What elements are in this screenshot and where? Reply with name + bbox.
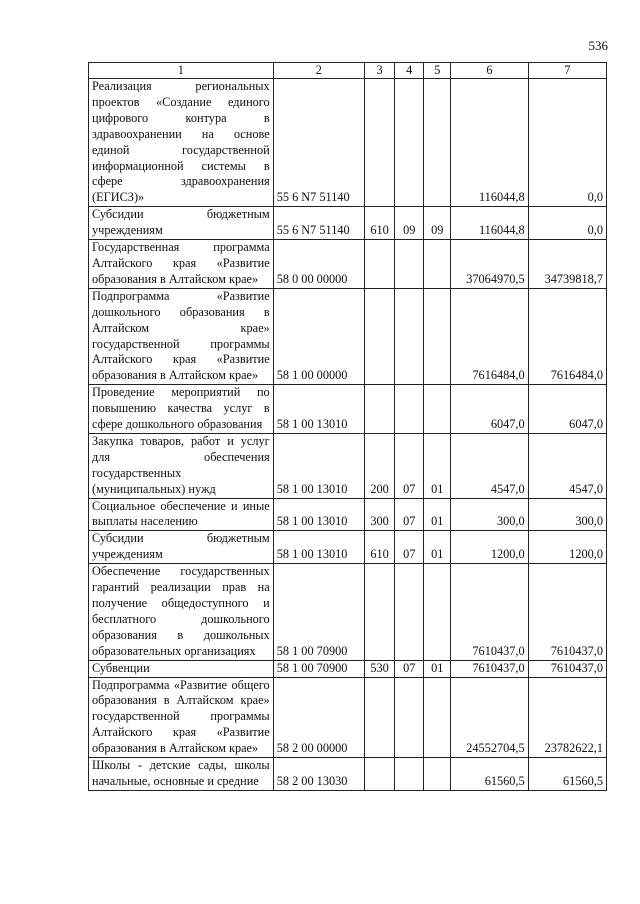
row-code: 58 2 00 13030	[273, 758, 364, 791]
row-rz	[395, 288, 424, 384]
row-pr	[424, 385, 451, 434]
row-sum-2019: 1200,0	[451, 531, 528, 564]
row-name: Субвенции	[89, 660, 274, 677]
row-vr	[365, 564, 395, 660]
row-sum-2020: 7616484,0	[528, 288, 606, 384]
row-rz: 07	[395, 433, 424, 498]
row-code: 58 2 00 00000	[273, 677, 364, 758]
column-header-1: 1	[89, 63, 274, 79]
column-header-4: 4	[395, 63, 424, 79]
row-pr: 09	[424, 207, 451, 240]
row-vr	[365, 240, 395, 289]
row-name: Подпрограмма «Развитие дошкольного образования в Алтайском крае» государственной программы Алтайского края «Развитие образования в Алтайском крае»	[89, 288, 274, 384]
table-row	[89, 207, 607, 240]
row-name: Школы - детские сады, школы начальные, основные и средние	[89, 758, 274, 791]
row-vr	[365, 79, 395, 207]
row-rz: 09	[395, 207, 424, 240]
row-code: 55 6 N7 51140	[273, 79, 364, 207]
row-name: Обеспечение государственных гарантий реализации прав на получение общедоступного и бесплатного дошкольного образования в дошкольных образовательных организациях	[89, 564, 274, 660]
row-sum-2019: 116044,8	[451, 79, 528, 207]
row-pr	[424, 288, 451, 384]
row-vr: 530	[365, 660, 395, 677]
row-pr	[424, 677, 451, 758]
row-rz	[395, 758, 424, 791]
row-sum-2020: 4547,0	[528, 433, 606, 498]
table-row	[89, 433, 607, 498]
row-vr: 610	[365, 207, 395, 240]
row-sum-2019: 7616484,0	[451, 288, 528, 384]
row-rz: 07	[395, 531, 424, 564]
row-vr	[365, 385, 395, 434]
budget-table	[88, 62, 607, 791]
page-number: 536	[588, 38, 608, 53]
row-name: Субсидии бюджетным учреждениям	[89, 531, 274, 564]
row-sum-2020: 300,0	[528, 498, 606, 531]
column-header-5: 5	[424, 63, 451, 79]
row-sum-2019: 37064970,5	[451, 240, 528, 289]
row-rz	[395, 240, 424, 289]
column-header-2: 2	[273, 63, 364, 79]
row-sum-2020: 1200,0	[528, 531, 606, 564]
row-vr	[365, 677, 395, 758]
row-code: 58 0 00 00000	[273, 240, 364, 289]
row-vr: 200	[365, 433, 395, 498]
row-vr	[365, 758, 395, 791]
column-header-6: 6	[451, 63, 528, 79]
row-sum-2020: 7610437,0	[528, 660, 606, 677]
table-row	[89, 79, 607, 207]
row-sum-2019: 24552704,5	[451, 677, 528, 758]
row-rz	[395, 564, 424, 660]
row-sum-2019: 300,0	[451, 498, 528, 531]
row-vr	[365, 288, 395, 384]
row-name: Закупка товаров, работ и услуг для обеспечения государственных (муниципальных) нужд	[89, 433, 274, 498]
table-row	[89, 288, 607, 384]
row-code: 58 1 00 00000	[273, 288, 364, 384]
row-code: 58 1 00 13010	[273, 385, 364, 434]
table-row	[89, 758, 607, 791]
row-name: Проведение мероприятий по повышению качества услуг в сфере дошкольного образования	[89, 385, 274, 434]
row-sum-2020: 0,0	[528, 207, 606, 240]
header-row	[89, 63, 607, 79]
row-pr	[424, 564, 451, 660]
row-sum-2019: 7610437,0	[451, 564, 528, 660]
row-code: 55 6 N7 51140	[273, 207, 364, 240]
row-sum-2019: 116044,8	[451, 207, 528, 240]
row-pr: 01	[424, 531, 451, 564]
row-pr: 01	[424, 433, 451, 498]
table-row	[89, 498, 607, 531]
row-name: Реализация региональных проектов «Создание единого цифрового контура в здравоохранении на основе единой государственной информационной системы в сфере здравоохранения (ЕГИСЗ)»	[89, 79, 274, 207]
row-pr	[424, 79, 451, 207]
table-body	[89, 79, 607, 791]
row-sum-2020: 6047,0	[528, 385, 606, 434]
column-header-3: 3	[365, 63, 395, 79]
row-name: Субсидии бюджетным учреждениям	[89, 207, 274, 240]
row-name: Государственная программа Алтайского края «Развитие образования в Алтайском крае»	[89, 240, 274, 289]
row-vr: 300	[365, 498, 395, 531]
table-row	[89, 531, 607, 564]
row-code: 58 1 00 13010	[273, 531, 364, 564]
row-pr	[424, 758, 451, 791]
row-sum-2019: 4547,0	[451, 433, 528, 498]
row-pr	[424, 240, 451, 289]
row-sum-2020: 0,0	[528, 79, 606, 207]
row-code: 58 1 00 70900	[273, 564, 364, 660]
row-rz	[395, 385, 424, 434]
row-sum-2020: 23782622,1	[528, 677, 606, 758]
table-row	[89, 240, 607, 289]
column-header-7: 7	[528, 63, 606, 79]
row-sum-2019: 6047,0	[451, 385, 528, 434]
table-row	[89, 564, 607, 660]
table-row	[89, 385, 607, 434]
table-row	[89, 677, 607, 758]
row-rz: 07	[395, 660, 424, 677]
row-code: 58 1 00 70900	[273, 660, 364, 677]
row-sum-2019: 61560,5	[451, 758, 528, 791]
row-code: 58 1 00 13010	[273, 498, 364, 531]
row-sum-2020: 7610437,0	[528, 564, 606, 660]
row-vr: 610	[365, 531, 395, 564]
row-pr: 01	[424, 498, 451, 531]
row-pr: 01	[424, 660, 451, 677]
row-rz: 07	[395, 498, 424, 531]
row-rz	[395, 79, 424, 207]
row-name: Социальное обеспечение и иные выплаты населению	[89, 498, 274, 531]
row-rz	[395, 677, 424, 758]
row-sum-2020: 61560,5	[528, 758, 606, 791]
row-sum-2019: 7610437,0	[451, 660, 528, 677]
row-sum-2020: 34739818,7	[528, 240, 606, 289]
row-code: 58 1 00 13010	[273, 433, 364, 498]
row-name: Подпрограмма «Развитие общего образования в Алтайском крае» государственной программы Алтайского края «Развитие образования в Алтайском крае»	[89, 677, 274, 758]
table-row	[89, 660, 607, 677]
